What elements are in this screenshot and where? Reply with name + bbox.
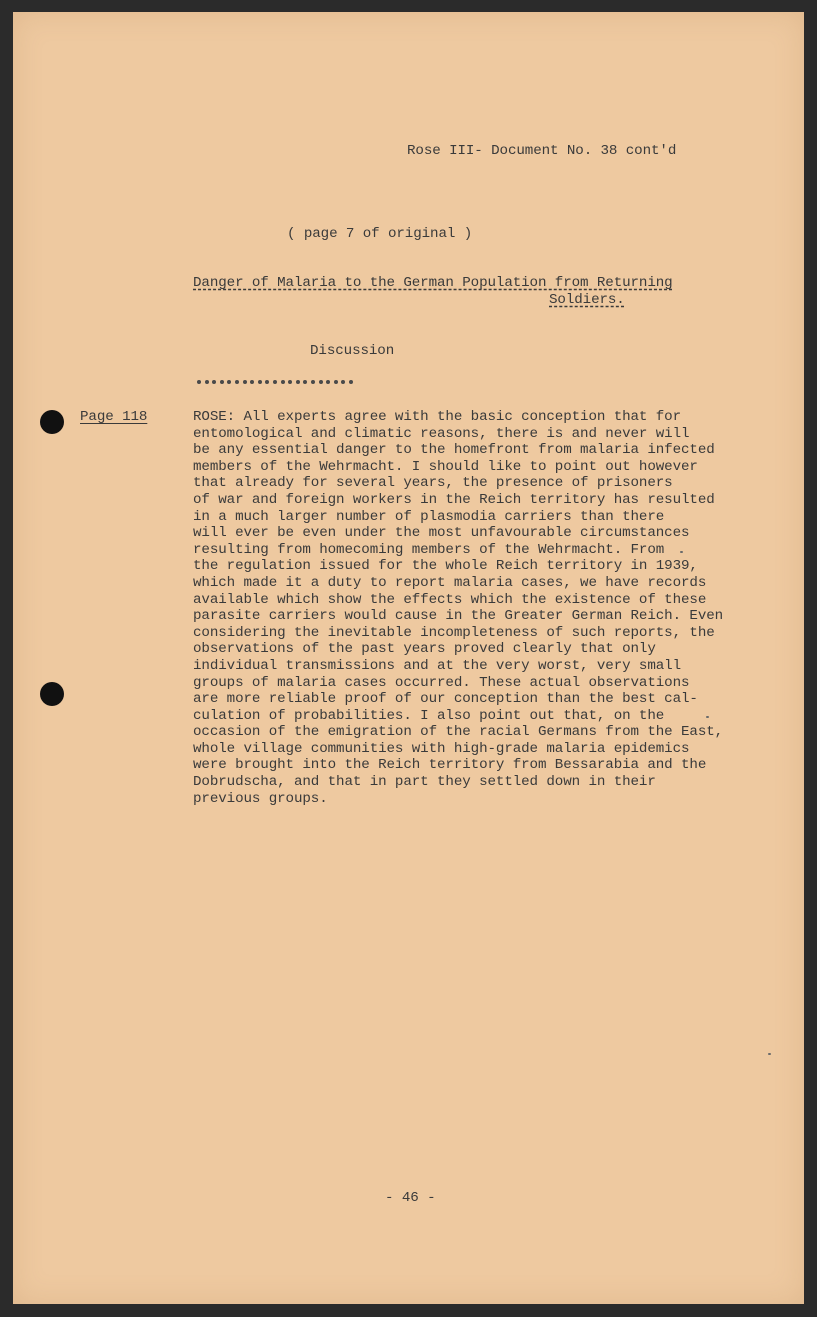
body-line: available which show the effects which the existence of these xyxy=(193,591,707,608)
dotted-separator xyxy=(197,380,353,384)
document-title-line-2: Soldiers. xyxy=(549,292,625,308)
body-line: occasion of the emigration of the racial Germans from the East, xyxy=(193,724,724,741)
page-number: - 46 - xyxy=(385,1190,436,1206)
margin-page-label: Page 118 xyxy=(80,409,148,425)
body-line: resulting from homecoming members of the Wehrmacht. From xyxy=(193,541,665,558)
body-line: are more reliable proof of our conception than the best cal- xyxy=(193,691,698,708)
paper-speck xyxy=(768,1053,771,1055)
body-line: culation of probabilities. I also point out that, on the xyxy=(193,707,665,724)
body-line: parasite carriers would cause in the Greater German Reich. Even xyxy=(193,608,724,625)
document-title-line-1: Danger of Malaria to the German Population from Returning xyxy=(193,275,673,291)
section-heading: Discussion xyxy=(310,343,395,359)
body-line: observations of the past years proved clearly that only xyxy=(193,641,656,658)
body-line: of war and foreign workers in the Reich territory has resulted xyxy=(193,491,715,508)
body-line: be any essential danger to the homefront from malaria infected xyxy=(193,442,715,459)
body-line: which made it a duty to report malaria cases, we have records xyxy=(193,574,707,591)
body-line: were brought into the Reich territory from Bessarabia and the xyxy=(193,757,707,774)
paper-speck xyxy=(680,551,683,553)
body-line: ROSE: All experts agree with the basic conception that for xyxy=(193,409,682,425)
body-line: in a much larger number of plasmodia carriers than there xyxy=(193,508,665,525)
body-text xyxy=(193,409,753,807)
body-line: whole village communities with high-grade malaria epidemics xyxy=(193,740,690,757)
body-line: individual transmissions and at the very worst, very small xyxy=(193,657,682,674)
body-line: entomological and climatic reasons, there is and never will xyxy=(193,425,690,442)
punch-hole-top xyxy=(40,410,64,434)
punch-hole-bottom xyxy=(40,682,64,706)
body-line: groups of malaria cases occurred. These actual observations xyxy=(193,674,690,691)
body-line: members of the Wehrmacht. I should like to point out however xyxy=(193,458,698,475)
body-line: considering the inevitable incompleteness of such reports, the xyxy=(193,624,715,641)
body-line: will ever be even under the most unfavourable circumstances xyxy=(193,525,690,542)
document-header: Rose III- Document No. 38 cont'd xyxy=(407,143,677,159)
paper-speck xyxy=(706,716,709,718)
body-line: that already for several years, the presence of prisoners xyxy=(193,475,673,492)
body-line: the regulation issued for the whole Reich territory in 1939, xyxy=(193,558,698,575)
original-page-reference: ( page 7 of original ) xyxy=(287,226,473,242)
body-line: Dobrudscha, and that in part they settled down in their xyxy=(193,774,656,791)
body-line: previous groups. xyxy=(193,790,328,807)
